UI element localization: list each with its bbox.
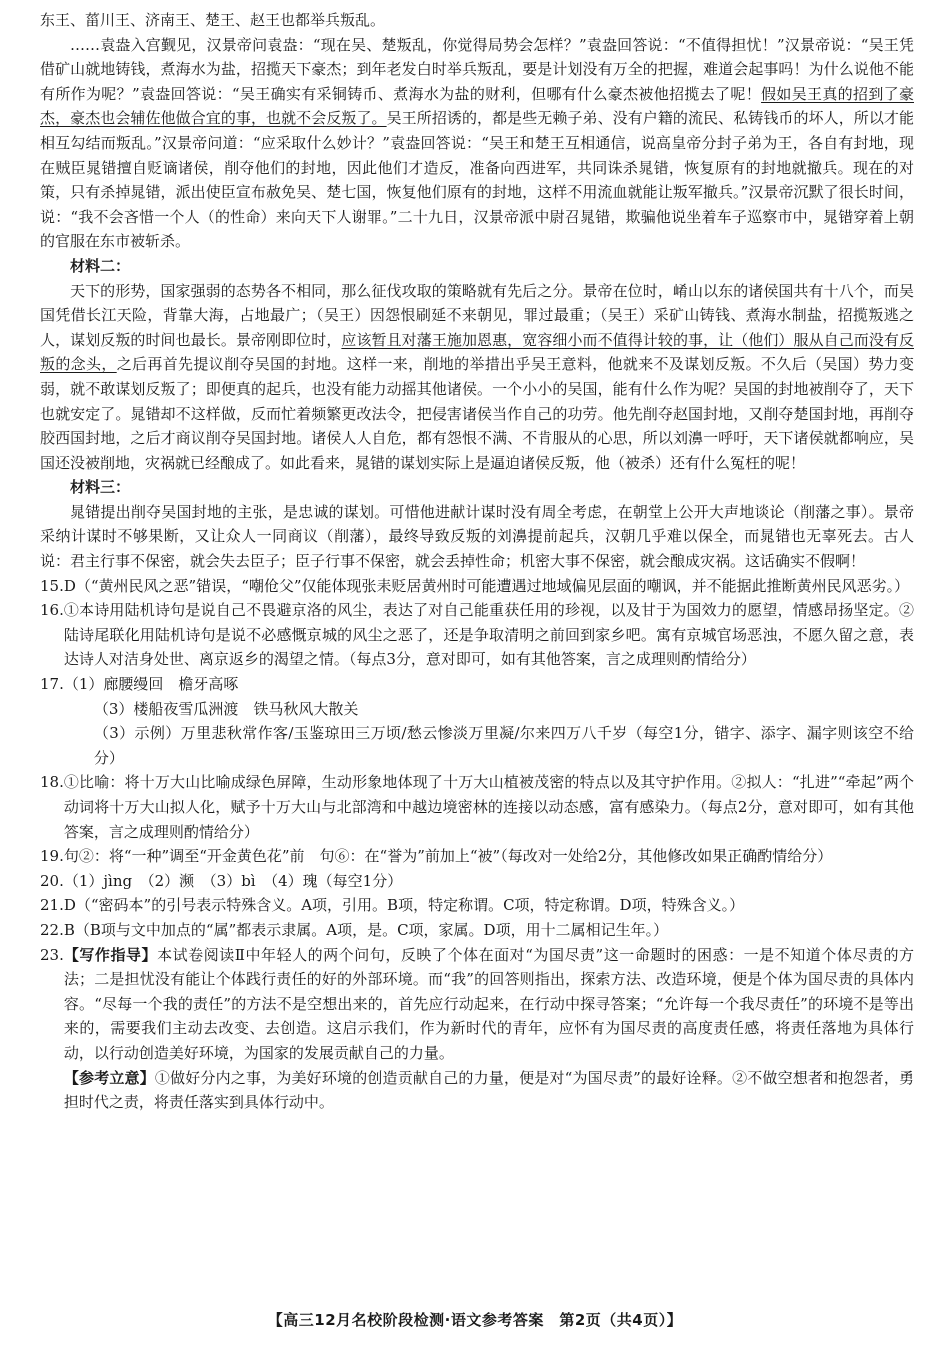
answer-number: 19.: [40, 847, 64, 866]
answer-text: [64, 943, 914, 1115]
reference-idea-label: 【参考立意】: [63, 1068, 155, 1087]
answer-number: 18.: [40, 773, 64, 792]
material1-paragraph: [40, 33, 914, 254]
answer-17-line-2: （3）楼船夜雪瓜洲渡 铁马秋风大散关: [93, 699, 359, 718]
answer-number: 17.: [40, 675, 64, 694]
material3-heading: 材料三：: [70, 478, 131, 497]
answer-text: ①本诗用陆机诗句是说自己不畏避京洛的风尘，表达了对自己能重获任用的珍视，以及甘于为国效力的愿望，情感昂扬坚定。②陆诗尾联化用陆机诗句是说不必感慨京城的风尘之恶了，还是争取清明之前回到家乡吧。寓有京城官场恶浊，不愿久留之意，表达诗人对洁身处世、离京返乡的渴望之情。（每点3分，意对即可，如有其他答案，言之成理则酌情给分）: [63, 601, 914, 669]
answer-22: [40, 918, 914, 943]
material3-paragraph: 晁错提出削夺吴国封地的主张，是忠诚的谋划。可惜他进献计谋时没有周全考虑，在朝堂上公开大声地谈论（削藩之事）。景帝采纳计谋时不够果断，又让众人一同商议（削藩），最终导致反叛的刘濞提前起兵，汉朝几乎难以保全，而晁错也无辜死去。古人说：君主行事不保密，就会失去臣子；臣子行事不保密，就会丢掉性命；机密大事不保密，就会酿成灾祸。这话确实不假啊！: [40, 502, 914, 571]
answer-number: 21.: [40, 896, 64, 915]
answer-text: 句②：将“一种”调至“开金黄色花”前 句⑥：在“誉为”前加上“被”（每改对一处给2分，其他修改如果正确酌情给分）: [63, 847, 833, 866]
material1-underlined: 假如吴王真的招到了豪杰，豪杰也会辅佐他做合宜的事，也就不会反叛了。: [40, 84, 914, 128]
reference-idea-text: ①做好分内之事，为美好环境的创造贡献自己的力量，便是对“为国尽责”的最好诠释。②不做空想者和抱怨者，勇担时代之责，将责任落实到具体行动中。: [63, 1068, 914, 1112]
answer-number: 22.: [40, 920, 64, 939]
answer-number: 20.: [40, 871, 64, 890]
answer-text: ①比喻：将十万大山比喻成绿色屏障，生动形象地体现了十万大山植被茂密的特点以及其守护作用。②拟人：“扎进”“牵起”两个动词将十万大山拟人化，赋予十万大山与北部湾和中越边境密林的连接以动态感，富有感染力。（每点2分，意对即可，如有其他答案，言之成理则酌情给分）: [63, 773, 914, 841]
reference-idea: [64, 1066, 914, 1115]
answer-text: D（“黄州民风之恶”错误，“嘲伧父”仅能体现张耒贬居黄州时可能遭遇过地域偏见层面的嘲讽，并不能据此推断黄州民风恶劣。）: [63, 576, 910, 595]
material2-heading: 材料二：: [70, 256, 131, 275]
material2-paragraph: [40, 279, 914, 476]
answer-18: [40, 770, 914, 844]
answer-number: 23.: [40, 945, 64, 964]
answer-19: [40, 844, 914, 869]
page-footer: 【高三12月名校阶段检测·语文参考答案 第2页（共4页）】: [267, 1311, 683, 1329]
intro-line: 东王、菑川王、济南王、楚王、赵王也都举兵叛乱。: [40, 11, 386, 29]
answer-text: [64, 672, 914, 770]
material1-text-b: 吴王所招诱的，都是些无赖子弟、没有户籍的流民、私铸钱币的坏人，所以才能相互勾结而叛乱。”汉景帝问道：“应采取什么妙计？”袁盎回答说：“吴王和楚王互相通信，说高皇帝分封子弟为王，各自有封地，现在贼臣晁错擅自贬谪诸侯，削夺他们的封地，因此他们才造反，准备向西进军，共同诛杀晁错，恢复原有的封地就撤兵。现在的对策，只有杀掉晁错，派出使臣宣布赦免吴、楚七国，恢复他们原有的封地，这样不用流血就能让叛军撤兵。”汉景帝沉默了很长时间，说：“我不会吝惜一个人（的性命）来向天下人谢罪。”二十九日，汉景帝派中尉召晁错，欺骗他说坐着车子巡察市中，晁错穿着上朝的官服在东市被斩杀。: [40, 109, 914, 251]
material1-text-a: ……袁盎入宫觐见，汉景帝问袁盎：“现在吴、楚叛乱，你觉得局势会怎样？”袁盎回答说：“不值得担忧！”汉景帝说：“吴王凭借矿山就地铸钱，煮海水为盐，招揽天下豪杰；到年老发白时举兵叛乱，要是计划没有万全的把握，难道会起事吗！为什么说他不能有所作为呢？”袁盎回答说：“吴王确实有采铜铸币、煮海水为盐的财利，但哪有什么豪杰被他招揽去了呢！: [40, 35, 914, 103]
answer-text: （1）jìng （2）濒 （3）bì （4）瑰（每空1分）: [63, 871, 403, 890]
writing-guide-text: 本试卷阅读Ⅱ中年轻人的两个问句，反映了个体在面对“为国尽责”这一命题时的困惑：一是不知道个体尽责的方法；二是担忧没有能让个体践行责任的好的外部环境。而“我”的回答则指出，探索方法、改造环境，便是个体为国尽责的具体内容。“尽每一个我的责任”的方法不是空想出来的，首先应行动起来，在行动中探寻答案；“允许每一个我尽责任”的环境不是等出来的，需要我们主动去改变、去创造。这启示我们，作为新时代的青年，应怀有为国尽责的高度责任感，将责任落地为具体行动，以行动创造美好环境，为国家的发展贡献自己的力量。: [63, 945, 914, 1062]
answer-text: B（B项与文中加点的“属”都表示隶属。A项，是。C项，家属。D项，用十二属相记生年。）: [63, 920, 669, 939]
answer-23: [40, 943, 914, 1115]
answer-20: [40, 869, 914, 894]
answer-21: [40, 893, 914, 918]
answer-number: 15.: [40, 576, 64, 595]
answer-number: 16.: [40, 601, 64, 620]
material2-underlined: 应该暂且对藩王施加恩惠，宽容细小而不值得计较的事，让（他们）服从自己而没有反叛的念头，: [40, 330, 914, 374]
answer-17: [40, 672, 914, 770]
material2-text-a: 天下的形势，国家强弱的态势各不相同，那么征伐攻取的策略就有先后之分。景帝在位时，崤山以东的诸侯国共有十八个，而吴国凭借长江天险，背靠大海，占地最广；（吴王）因怨恨刷延不来朝见，罪过最重；（吴王）采矿山铸钱、煮海水制盐，招揽叛逃之人，谋划反叛的时间也最长。景帝刚即位时，: [40, 281, 914, 349]
answer-17-line-1: （1）廊腰缦回 檐牙高啄: [63, 675, 239, 694]
answer-15: [40, 574, 914, 599]
answer-17-line-3: （3）示例）万里悲秋常作客/玉鉴琼田三万顷/愁云惨淡万里凝/尔来四万八千岁（每空1分，错字、添字、漏字则该空不给分）: [93, 724, 914, 767]
writing-guide: [64, 943, 914, 1066]
answer-text: D（“密码本”的引号表示特殊含义。A项，引用。B项，特定称谓。C项，特定称谓。D项，特殊含义。）: [63, 896, 745, 915]
answer-16: [40, 598, 914, 672]
writing-guide-label: 【写作指导】: [63, 945, 158, 964]
material2-text-b: 之后再首先提议削夺吴国的封地。这样一来，削地的举措出乎吴王意料，他就来不及谋划反叛。不久后（吴国）势力变弱，就不敢谋划反叛了；即便真的起兵，也没有能力动摇其他诸侯。一个小小的吴国，能有什么作为呢？吴国的封地被削夺了，天下也就安定了。晁错却不这样做，反而忙着频繁更改法令，把侵害诸侯当作自己的功劳。他先削夺赵国封地，又削夺楚国封地，再削夺胶西国封地，之后才商议削夺吴国封地。诸侯人人自危，都有怨恨不满、不肯服从的心思，所以刘濞一呼吁，天下诸侯就都响应，吴国还没被削地，灾祸就已经酿成了。如此看来，晁错的谋划实际上是逼迫诸侯反叛，他（被杀）还有什么冤枉的呢！: [40, 355, 914, 472]
